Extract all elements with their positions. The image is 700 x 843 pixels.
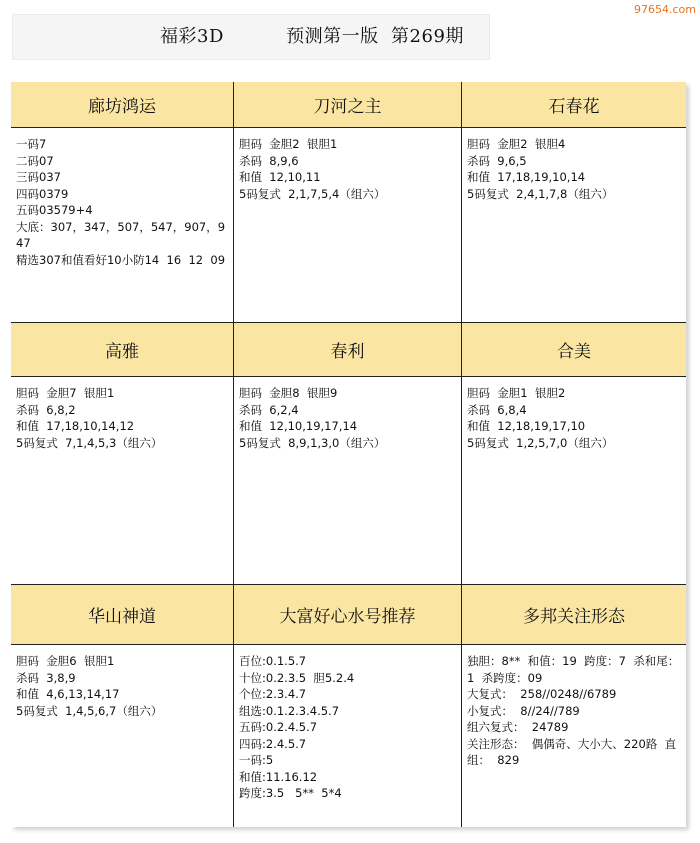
section-header: 春利 xyxy=(234,323,462,377)
prediction-line: 和值 17,18,19,10,14 xyxy=(467,170,586,184)
prediction-grid xyxy=(11,82,686,827)
prediction-line: 和值 12,10,19,17,14 xyxy=(239,419,358,433)
prediction-line: 百位:0.1.5.7 xyxy=(239,654,307,668)
prediction-line: 5码复式 1,4,5,6,7（组六） xyxy=(16,703,163,718)
section-header: 石春花 xyxy=(462,82,686,128)
prediction-line: 5码复式 1,2,5,7,0（组六） xyxy=(467,435,614,450)
prediction-line: 一码7 xyxy=(16,137,47,151)
prediction-line: 十位:0.2.3.5 胆5.2.4 xyxy=(239,670,355,685)
prediction-line: 精选307和值看好10小防14 16 12 09 xyxy=(16,252,226,267)
prediction-line: 5码复式 8,9,1,3,0（组六） xyxy=(239,435,386,450)
prediction-line: 杀码 6,2,4 xyxy=(239,402,299,417)
prediction-line: 胆码 金胆8 银胆9 xyxy=(239,386,338,400)
prediction-line: 三码037 xyxy=(16,170,61,184)
prediction-line: 5码复式 2,1,7,5,4（组六） xyxy=(239,186,386,201)
section-body xyxy=(234,128,462,323)
section-body xyxy=(11,377,234,585)
prediction-line: 组选:0.1.2.3.4.5.7 xyxy=(239,703,340,718)
prediction-line: 杀码 3,8,9 xyxy=(16,670,76,685)
prediction-line: 五码:0.2.4.5.7 xyxy=(239,720,318,734)
prediction-line: 和值 17,18,10,14,12 xyxy=(16,419,135,433)
prediction-line: 关注形态： 偶偶奇、大小大、220路 直组： 829 xyxy=(467,736,677,767)
section-header: 刀河之主 xyxy=(234,82,462,128)
prediction-line: 和值 4,6,13,14,17 xyxy=(16,687,120,701)
prediction-line: 一码:5 xyxy=(239,753,274,767)
prediction-line: 5码复式 7,1,4,5,3（组六） xyxy=(16,435,163,450)
section-header: 高雅 xyxy=(11,323,234,377)
section-header: 多邦关注形态 xyxy=(462,585,686,645)
section-body xyxy=(11,128,234,323)
section-header: 廊坊鸿运 xyxy=(11,82,234,128)
prediction-line: 和值 12,18,19,17,10 xyxy=(467,419,586,433)
prediction-line: 个位:2.3.4.7 xyxy=(239,687,307,701)
prediction-line: 跨度:3.5 5** 5*4 xyxy=(239,786,342,800)
prediction-line: 和值 12,10,11 xyxy=(239,170,321,184)
prediction-line: 杀码 9,6,5 xyxy=(467,153,527,168)
prediction-line: 五码03579+4 xyxy=(16,203,93,217)
prediction-line: 小复式： 8//24//789 xyxy=(467,703,580,718)
prediction-line: 胆码 金胆2 银胆4 xyxy=(467,137,566,151)
section-body xyxy=(11,645,234,827)
section-body xyxy=(462,377,686,585)
prediction-line: 四码0379 xyxy=(16,186,69,201)
prediction-line: 四码:2.4.5.7 xyxy=(239,736,307,751)
section-body xyxy=(462,645,686,827)
section-header: 华山神道 xyxy=(11,585,234,645)
prediction-line: 杀码 6,8,2 xyxy=(16,402,76,417)
prediction-line: 胆码 金胆2 银胆1 xyxy=(239,137,338,151)
prediction-line: 杀码 6,8,4 xyxy=(467,402,527,417)
prediction-line: 5码复式 2,4,1,7,8（组六） xyxy=(467,186,614,201)
prediction-line: 二码07 xyxy=(16,153,54,168)
section-header: 合美 xyxy=(462,323,686,377)
site-watermark: 97654.com xyxy=(634,3,696,16)
prediction-line: 胆码 金胆6 银胆1 xyxy=(16,654,115,668)
page-title: 福彩3D 预测第一版 第269期 xyxy=(160,26,464,47)
prediction-line: 独胆：8** 和值：19 跨度：7 杀和尾：1 杀跨度：09 xyxy=(467,654,680,685)
prediction-line: 组六复式： 24789 xyxy=(467,720,569,734)
section-body xyxy=(234,377,462,585)
prediction-line: 和值:11.16.12 xyxy=(239,769,318,784)
prediction-line: 胆码 金胆7 银胆1 xyxy=(16,386,115,400)
prediction-line: 胆码 金胆1 银胆2 xyxy=(467,386,566,400)
section-header: 大富好心水号推荐 xyxy=(234,585,462,645)
section-body xyxy=(462,128,686,323)
prediction-line: 杀码 8,9,6 xyxy=(239,153,299,168)
section-body xyxy=(234,645,462,827)
prediction-line: 大底：307，347，507，547，907，947 xyxy=(16,219,226,250)
prediction-line: 大复式： 258//0248//6789 xyxy=(467,687,617,701)
